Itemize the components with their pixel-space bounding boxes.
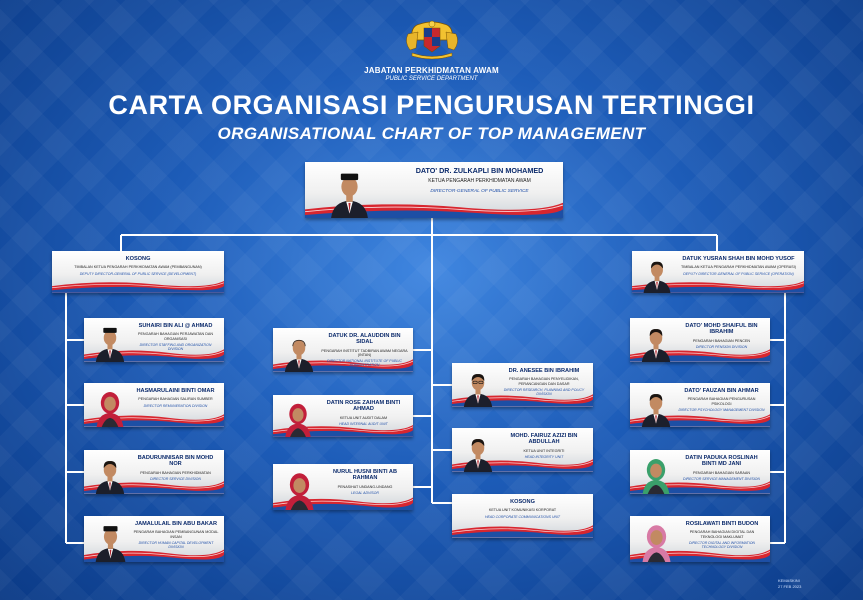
card-text [678, 256, 799, 276]
org-card-c3 [273, 464, 413, 510]
position-title-malay: PENASIHAT UNDANG-UNDANG [337, 484, 393, 489]
person-name: DATIN ROSE ZAIHAM BINTI AHMAD [326, 400, 401, 413]
position-title-malay: KETUA UNIT KOMUNIKASI KORPORAT [488, 508, 557, 513]
portrait-photo [636, 520, 677, 562]
org-card-ddg-dev [52, 251, 224, 293]
position-title-english: HEAD CORPORATE COMMUNICATIONS UNIT [484, 514, 561, 519]
position-title-malay: TIMBALAN KETUA PENGARAH PERKHIDMATAN AWAM (OPERASI) [681, 265, 796, 270]
position-title-malay: PENGARAH BAHAGIAN PEMBANGUNAN MODAL INSAN [133, 530, 219, 539]
person-name: SUHAIRI BIN ALI @ AHMAD [138, 323, 213, 329]
card-text [321, 333, 408, 367]
org-card-ddg-ops [632, 251, 804, 293]
position-title-english: DIRECTOR REMUNERATION DIVISION [143, 403, 208, 408]
card-text [319, 400, 408, 426]
person-name: DATO' DR. ZULKAPLI BIN MOHAMED [415, 166, 544, 175]
position-title-english: DIRECTOR PENSION DIVISION [695, 345, 748, 350]
portrait-photo [636, 322, 676, 362]
portrait-photo [279, 399, 317, 437]
card-text [133, 521, 219, 549]
position-title-english: DIRECTOR SERVICE MANAGEMENT DIVISION [683, 477, 760, 482]
portrait-photo [638, 255, 676, 293]
portrait-photo [458, 432, 498, 472]
update-date: 27 FEB 2023 [778, 583, 802, 589]
card-text [132, 323, 219, 351]
person-name: BADURUNNISAR BIN MOHD NOR [137, 455, 214, 468]
org-card-r1 [630, 318, 770, 362]
org-card-dg [305, 162, 563, 218]
card-text [678, 455, 765, 481]
org-card-m2 [452, 428, 593, 472]
org-card-r2 [630, 383, 770, 427]
department-name-english: PUBLIC SERVICE DEPARTMENT [385, 76, 478, 82]
person-name: MOHD. FAIRUZ AZIZI BIN ABDULLAH [510, 433, 578, 446]
org-card-r3 [630, 450, 770, 494]
person-name: DATO' MOHD SHAIFUL BIN IBRAHIM [685, 323, 758, 336]
position-title-english: LEGAL ADVISOR [351, 491, 379, 496]
org-card-m1 [452, 363, 593, 407]
position-title-malay: KETUA PENGARAH PERKHIDMATAN AWAM [428, 178, 531, 185]
portrait-photo [323, 166, 376, 218]
card-text [500, 433, 588, 459]
portrait-photo [90, 454, 130, 494]
page-title: CARTA ORGANISASI PENGURUSAN TERTINGGI [108, 90, 755, 120]
card-wave-decoration [452, 520, 593, 538]
position-title-malay: TIMBALAN KETUA PENGARAH PERKHIDMATAN AWAM (PEMBANGUNAN) [74, 265, 202, 270]
person-name: HASMARULAINI BINTI OMAR [136, 388, 215, 394]
position-title-malay: PENGARAH BAHAGIAN PERJAWATAN DAN ORGANISASI [138, 332, 213, 341]
portrait-photo [90, 387, 130, 427]
update-label: KEMASKINI [778, 578, 800, 583]
position-title-malay: PENGARAH BAHAGIAN PENGURUSAN PSIKOLOGI [687, 397, 756, 406]
portrait-photo [279, 468, 320, 510]
position-title-malay: PENGARAH INSTITUT TADBIRAN AWAM NEGARA (INTAN) [321, 348, 408, 358]
person-name: KOSONG [125, 256, 151, 262]
position-title-english: DIRECTOR SERVICE DIVISION [150, 477, 201, 482]
position-title-english: DIRECTOR NATIONAL INSTITUTE OF PUBLIC ADMINISTRATION [327, 359, 402, 368]
org-card-c2 [273, 395, 413, 437]
portrait-photo [636, 454, 676, 494]
card-text [460, 499, 585, 519]
card-text [132, 455, 219, 481]
position-title-english: DIRECTOR DIGITAL AND INFORMATION TECHNOLOGY DIVISION [689, 540, 755, 549]
portrait-photo [458, 367, 498, 407]
person-name: DR. ANESEE BIN IBRAHIM [508, 368, 580, 374]
position-title-english: DIRECTOR STAFFING AND ORGANIZATION DIVISION [139, 342, 212, 351]
card-text [678, 388, 765, 412]
position-title-malay: PENGARAH BAHAGIAN SALIRAN SUMBER [138, 397, 213, 402]
person-name: DATO' FAUZAN BIN AHMAR [684, 388, 759, 394]
org-card-r4 [630, 516, 770, 562]
org-card-l2 [84, 383, 224, 427]
org-card-m3 [452, 494, 593, 538]
position-title-english: DEPUTY DIRECTOR-GENERAL OF PUBLIC SERVICE (OPERATION) [683, 271, 794, 276]
position-title-malay: PENGARAH BAHAGIAN DIGITAL DAN TEKNOLOGI MAKLUMAT [689, 530, 755, 539]
position-title-english: HEAD INTEGRITY UNIT [524, 455, 564, 460]
position-title-english: DIRECTOR-GENERAL OF PUBLIC SERVICE [430, 189, 529, 195]
card-text [500, 368, 588, 396]
portrait-photo [279, 332, 319, 372]
position-title-english: DIRECTOR PSYCHOLOGY MANAGEMENT DIVISION [678, 407, 765, 412]
update-note [778, 578, 801, 589]
card-text [679, 521, 765, 549]
org-card-l1 [84, 318, 224, 362]
card-text [322, 469, 408, 495]
portrait-photo [90, 322, 130, 362]
position-title-malay: PENGARAH BAHAGIAN PERKHIDMATAN [140, 470, 211, 475]
card-text [132, 388, 219, 408]
person-name: KOSONG [510, 499, 535, 505]
card-text [401, 167, 558, 195]
portrait-photo [90, 520, 131, 562]
person-name: JAMALULAIL BIN ABU BAKAR [134, 521, 218, 527]
card-text [678, 323, 765, 349]
person-name: DATIN PADUKA ROSLINAH BINTI MD JANI [685, 455, 758, 468]
position-title-english: DIRECTOR RESEARCH, PLANNING AND POLICY DIVISION [503, 387, 585, 396]
person-name: DATUK DR. ALAUDDIN BIN SIDAL [328, 333, 401, 346]
position-title-malay: KETUA UNIT AUDIT DALAM [339, 415, 388, 420]
department-name: JABATAN PERKHIDMATAN AWAM [364, 66, 499, 75]
person-name: DATUK YUSRAN SHAH BIN MOHD YUSOF [682, 256, 795, 262]
position-title-malay: KETUA UNIT INTEGRITI [523, 448, 565, 453]
person-name: NURUL HUSNI BINTI AB RAHMAN [332, 469, 398, 482]
person-name: ROSILAWATI BINTI BUDON [685, 521, 759, 527]
org-card-c1 [273, 328, 413, 372]
card-text [60, 256, 216, 276]
position-title-english: DIRECTOR HUMAN CAPITAL DEVELOPMENT DIVISION [138, 540, 214, 549]
page-subtitle: ORGANISATIONAL CHART OF TOP MANAGEMENT [217, 124, 646, 143]
org-card-l4 [84, 516, 224, 562]
position-title-english: HEAD INTERNAL AUDIT UNIT [339, 422, 388, 427]
position-title-malay: PENGARAH BAHAGIAN SARAAN [693, 470, 750, 475]
position-title-english: DEPUTY DIRECTOR-GENERAL OF PUBLIC SERVICE (DEVELOPMENT) [79, 271, 197, 276]
position-title-malay: PENGARAH BAHAGIAN PENCEN [692, 338, 751, 343]
org-card-l3 [84, 450, 224, 494]
portrait-photo [636, 387, 676, 427]
position-title-malay: PENGARAH BAHAGIAN PENYELIDIKAN, PERANCANGAN DAN DASAR [509, 377, 579, 386]
card-wave-decoration [52, 276, 224, 293]
